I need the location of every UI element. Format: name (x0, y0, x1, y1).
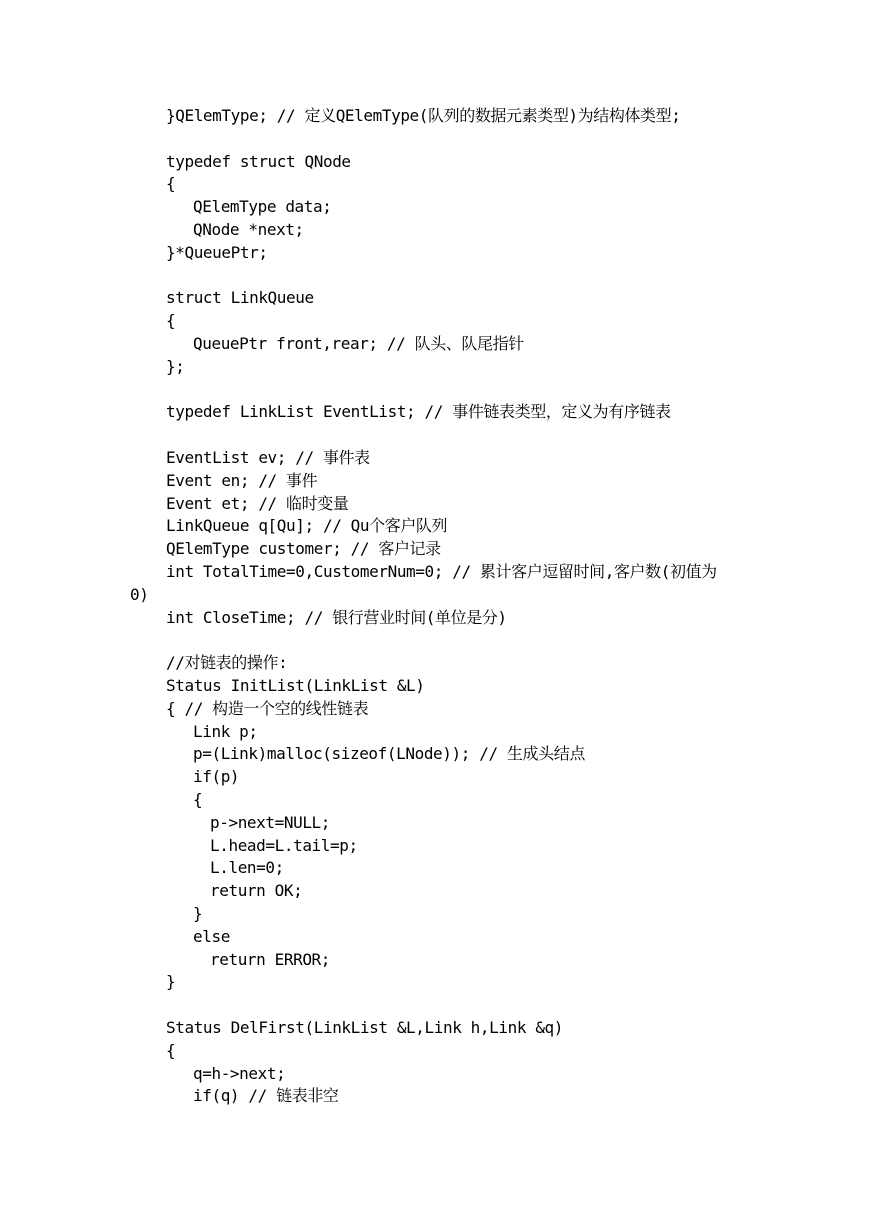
code-line: { // 构造一个空的线性链表 (166, 698, 369, 718)
code-line: { (166, 311, 176, 331)
code-line: return OK; (210, 881, 303, 901)
code-line: } (193, 904, 203, 923)
code-line: QueuePtr front,rear; // 队头、队尾指针 (193, 334, 524, 353)
code-line: }*QueuePtr; (166, 242, 268, 262)
code-line: if(q) // 链表非空 (193, 1086, 339, 1106)
code-line: if(p) (193, 767, 240, 787)
code-line: QElemType customer; // 客户记录 (166, 539, 441, 559)
code-line: typedef struct QNode (166, 151, 351, 171)
code-line: p->next=NULL; (210, 812, 331, 832)
code-line: { (166, 174, 176, 194)
code-line: LinkQueue q[Qu]; // Qu个客户队列 (166, 516, 448, 536)
code-line: p=(Link)malloc(sizeof(LNode)); // 生成头结点 (193, 744, 585, 764)
code-line: Event et; // 临时变量 (166, 493, 349, 513)
code-line: L.head=L.tail=p; (210, 835, 358, 855)
code-line: Link p; (193, 721, 258, 741)
code-line: L.len=0; (210, 858, 284, 878)
code-line: int TotalTime=0,CustomerNum=0; // 累计客户逗留时间,客户数(初值为 (166, 562, 717, 581)
code-line: QElemType data; (193, 197, 332, 217)
code-line: return ERROR; (210, 949, 331, 969)
code-line: 0) (130, 584, 149, 604)
code-line: struct LinkQueue (166, 288, 314, 308)
code-line: int CloseTime; // 银行营业时间(单位是分) (166, 607, 507, 627)
code-line: //对链表的操作: (166, 653, 288, 673)
code-line: else (193, 926, 230, 946)
code-line: QNode *next; (193, 220, 304, 239)
code-line: } (166, 972, 176, 992)
code-line: { (166, 1040, 176, 1060)
code-line: Status DelFirst(LinkList &L,Link h,Link &q) (166, 1018, 564, 1037)
code-line: }QElemType; // 定义QElemType(队列的数据元素类型)为结构体类型; (166, 106, 681, 125)
code-line: q=h->next; (193, 1063, 286, 1083)
code-line: Event en; // 事件 (166, 470, 318, 490)
code-line: Status InitList(LinkList &L) (166, 676, 425, 695)
code-line: }; (166, 356, 185, 376)
code-line: { (193, 790, 203, 809)
code-line: EventList ev; // 事件表 (166, 448, 370, 467)
code-line: typedef LinkList EventList; // 事件链表类型，定义为有序链表 (166, 402, 671, 422)
